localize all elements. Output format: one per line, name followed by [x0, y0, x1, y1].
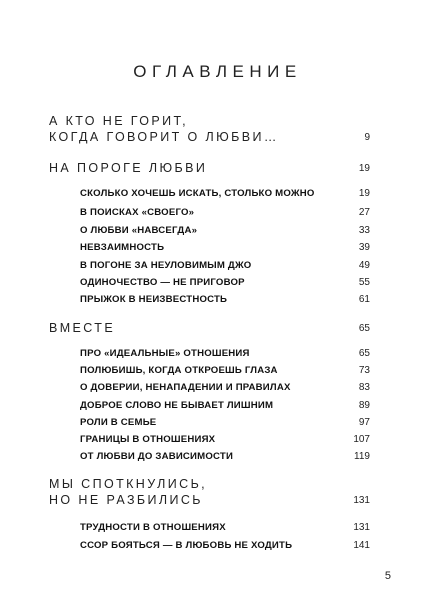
toc-part-label	[49, 160, 207, 176]
toc-part-label	[49, 320, 115, 336]
page-title: ОГЛАВЛЕНИЕ	[133, 62, 302, 81]
toc-chapter-title: ДОБРОЕ СЛОВО НЕ БЫВАЕТ ЛИШНИМ	[80, 400, 274, 411]
toc-page-number: 83	[358, 382, 370, 393]
toc-page-number: 55	[358, 277, 370, 288]
toc-entry-line: А КТО НЕ ГОРИТ,	[49, 114, 189, 128]
toc-part-3[interactable]	[49, 476, 370, 508]
toc-chapter[interactable]	[80, 241, 370, 254]
toc-part-line: ВМЕСТЕ	[49, 321, 116, 335]
toc-page-number: 89	[358, 400, 370, 411]
toc-chapter[interactable]	[80, 399, 370, 412]
toc-page-number: 119	[354, 451, 370, 462]
toc-chapter[interactable]	[80, 433, 370, 446]
toc-entry-label	[49, 113, 279, 145]
toc-chapter[interactable]	[80, 381, 370, 394]
toc-chapter[interactable]	[80, 293, 370, 306]
toc-chapter[interactable]	[80, 206, 370, 219]
toc-page-number: 61	[358, 294, 370, 305]
toc-chapter-title: СКОЛЬКО ХОЧЕШЬ ИСКАТЬ, СТОЛЬКО МОЖНО	[80, 188, 315, 199]
toc-chapter[interactable]	[80, 364, 370, 377]
toc-chapter[interactable]	[80, 450, 370, 463]
toc-page-number: 33	[358, 225, 370, 236]
toc-chapter-title: О ЛЮБВИ «НАВСЕГДА»	[80, 225, 198, 236]
toc-chapter-title: ПРЫЖОК В НЕИЗВЕСТНОСТЬ	[80, 294, 228, 305]
toc-chapter-title: ССОР БОЯТЬСЯ — В ЛЮБОВЬ НЕ ХОДИТЬ	[80, 540, 293, 551]
toc-page-number: 49	[358, 260, 370, 271]
toc-page-number: 73	[358, 365, 370, 376]
toc-page-number: 97	[358, 417, 370, 428]
toc-entry-line: КОГДА ГОВОРИТ О ЛЮБВИ…	[49, 130, 279, 144]
toc-chapter-title: ПРО «ИДЕАЛЬНЫЕ» ОТНОШЕНИЯ	[80, 348, 250, 359]
toc-page-number: 131	[353, 522, 370, 533]
toc-entry-intro[interactable]	[49, 113, 370, 145]
toc-chapter-title: ТРУДНОСТИ В ОТНОШЕНИЯХ	[80, 522, 226, 533]
toc-page-number: 39	[358, 242, 370, 253]
toc-chapter-title: О ДОВЕРИИ, НЕНАПАДЕНИИ И ПРАВИЛАХ	[80, 382, 291, 393]
toc-part-line: НА ПОРОГЕ ЛЮБВИ	[49, 161, 208, 175]
toc-chapter-title: РОЛИ В СЕМЬЕ	[80, 417, 157, 428]
toc-page-number: 27	[358, 207, 370, 218]
toc-chapter[interactable]	[80, 276, 370, 289]
toc-page-number: 141	[353, 540, 370, 551]
page-number: 5	[384, 570, 391, 582]
toc-page-number: 19	[358, 163, 370, 174]
toc-chapter[interactable]	[80, 187, 370, 200]
toc-chapter-title: В ПОИСКАХ «СВОЕГО»	[80, 207, 195, 218]
toc-part-1[interactable]	[49, 160, 370, 176]
toc-chapter[interactable]	[80, 539, 370, 552]
toc-chapter-title: ГРАНИЦЫ В ОТНОШЕНИЯХ	[80, 434, 216, 445]
toc-chapter-title: НЕВЗАИМНОСТЬ	[80, 242, 165, 253]
toc-chapter-title: В ПОГОНЕ ЗА НЕУЛОВИМЫМ ДЖО	[80, 260, 252, 271]
toc-page-number: 65	[358, 323, 370, 334]
toc-part-label	[49, 476, 207, 508]
toc-page-number: 19	[358, 188, 370, 199]
toc-chapter[interactable]	[80, 224, 370, 237]
toc-part-2[interactable]	[49, 320, 370, 336]
toc-page-number: 9	[364, 132, 370, 143]
toc-chapter[interactable]	[80, 259, 370, 272]
toc-chapter-title: ПОЛЮБИШЬ, КОГДА ОТКРОЕШЬ ГЛАЗА	[80, 365, 278, 376]
toc-page-number: 131	[353, 495, 370, 506]
toc-part-line: МЫ СПОТКНУЛИСЬ,	[49, 477, 208, 491]
toc-chapter[interactable]	[80, 521, 370, 534]
toc-chapter-title: ОДИНОЧЕСТВО — НЕ ПРИГОВОР	[80, 277, 245, 288]
toc-part-line: НО НЕ РАЗБИЛИСЬ	[49, 493, 203, 507]
toc-page-number: 107	[353, 434, 370, 445]
toc-chapter[interactable]	[80, 416, 370, 429]
toc-page-number: 65	[358, 348, 370, 359]
toc-chapter[interactable]	[80, 347, 370, 360]
toc-chapter-title: ОТ ЛЮБВИ ДО ЗАВИСИМОСТИ	[80, 451, 234, 462]
